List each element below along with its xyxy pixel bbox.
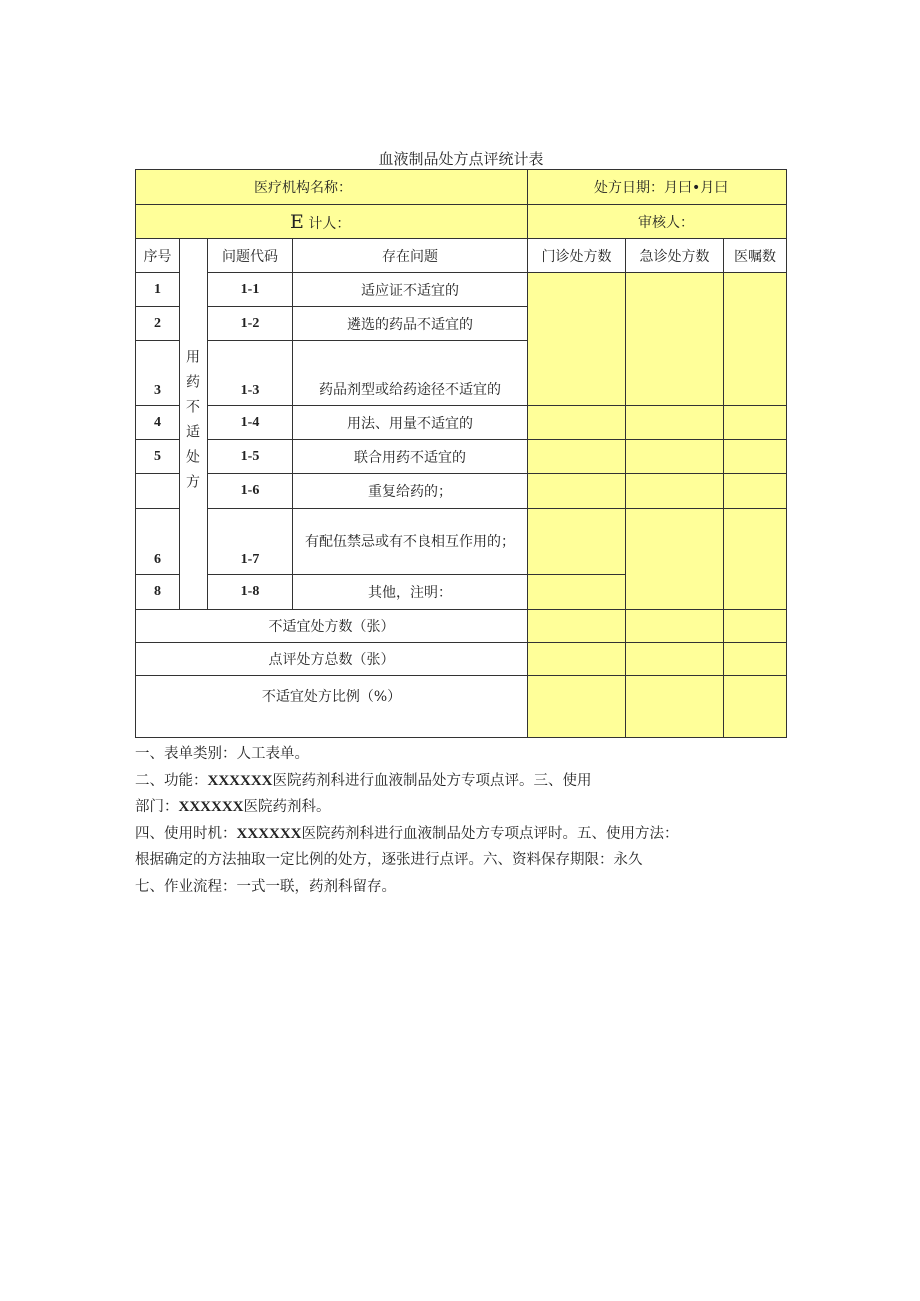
category-cell — [180, 239, 208, 610]
summary-row — [136, 643, 787, 676]
column-header-emergency: 急诊处方数 — [626, 239, 724, 273]
reviewer-cell[interactable] — [136, 205, 528, 239]
row-problem: 适应证不适宜的 — [293, 273, 528, 307]
row-code: 1-2 — [208, 307, 293, 341]
row-code: 1-6 — [208, 474, 293, 509]
table-row — [136, 273, 787, 307]
row-code: 1-5 — [208, 440, 293, 474]
auditor-cell[interactable] — [528, 205, 787, 239]
row-seq: 5 — [136, 440, 180, 474]
row-problem: 重复给药的； — [293, 474, 528, 509]
outpatient-total-cell[interactable] — [528, 676, 626, 738]
note-text: 医院药剂科。 — [243, 799, 331, 815]
form-notes — [135, 741, 785, 900]
table-row — [136, 474, 787, 509]
order-total-cell[interactable] — [724, 610, 787, 643]
column-header-problem: 存在问题 — [293, 239, 528, 273]
form-title: 血液制品处方点评统计表 — [378, 150, 544, 168]
row-code: 1-4 — [208, 406, 293, 440]
note-text: 部门： — [135, 799, 179, 815]
outpatient-count-cell[interactable] — [528, 509, 626, 575]
order-total-cell[interactable] — [724, 643, 787, 676]
row-code: 1-3 — [208, 341, 293, 406]
outpatient-count-cell[interactable] — [528, 575, 626, 610]
row-problem: 遴选的药品不适宜的 — [293, 307, 528, 341]
emergency-count-cell[interactable] — [626, 273, 724, 406]
row-seq: 1 — [136, 273, 180, 307]
table-row — [136, 406, 787, 440]
emergency-count-cell[interactable] — [626, 509, 724, 610]
column-header-order: 医嘱数 — [724, 239, 787, 273]
table-row — [136, 509, 787, 575]
outpatient-count-cell[interactable] — [528, 273, 626, 406]
column-header-code: 问题代码 — [208, 239, 293, 273]
note-line: 七、作业流程：一式一联，药剂科留存。 — [135, 878, 396, 895]
emergency-total-cell[interactable] — [626, 610, 724, 643]
order-count-cell[interactable] — [724, 440, 787, 474]
placeholder-hospital-code: XXXXXX — [207, 772, 273, 789]
order-count-cell[interactable] — [724, 509, 787, 610]
column-header-outpatient: 门诊处方数 — [528, 239, 626, 273]
row-problem: 有配伍禁忌或有不良相互作用的； — [293, 509, 528, 575]
reviewer-prefix: E — [290, 210, 304, 233]
row-problem: 用法、用量不适宜的 — [293, 406, 528, 440]
note-text: 医院药剂科进行血液制品处方专项点评。三、使用 — [272, 772, 592, 789]
prescription-date-label: 处方日期：月曰•月曰 — [594, 180, 729, 196]
reviewer-label: 计人： — [308, 215, 351, 232]
note-line: 一、表单类别：人工表单。 — [135, 746, 309, 762]
emergency-total-cell[interactable] — [626, 643, 724, 676]
table-row — [136, 440, 787, 474]
order-count-cell[interactable] — [724, 273, 787, 406]
row-problem: 联合用药不适宜的 — [293, 440, 528, 474]
order-total-cell[interactable] — [724, 676, 787, 738]
outpatient-total-cell[interactable] — [528, 610, 626, 643]
emergency-count-cell[interactable] — [626, 474, 724, 509]
note-line — [135, 821, 785, 848]
row-code: 1-8 — [208, 575, 293, 610]
emergency-count-cell[interactable] — [626, 440, 724, 474]
review-statistics-table — [135, 169, 787, 738]
order-count-cell[interactable] — [724, 474, 787, 509]
row-seq: 8 — [136, 575, 180, 610]
outpatient-count-cell[interactable] — [528, 406, 626, 440]
summary-row — [136, 676, 787, 738]
note-text: 二、功能： — [135, 772, 208, 789]
emergency-count-cell[interactable] — [626, 406, 724, 440]
note-line — [135, 794, 785, 821]
category-label: 用药不适处方 — [184, 349, 200, 499]
prescription-date-cell[interactable] — [528, 170, 787, 205]
row-seq: 2 — [136, 307, 180, 341]
auditor-label: 审核人： — [638, 214, 694, 231]
row-seq: 3 — [136, 341, 180, 406]
row-code: 1-1 — [208, 273, 293, 307]
placeholder-hospital-code: XXXXXX — [178, 799, 244, 815]
summary-label: 不适宜处方比例（%） — [136, 676, 528, 738]
row-seq: 4 — [136, 406, 180, 440]
row-problem: 药品剂型或给药途径不适宜的 — [293, 341, 528, 406]
note-line — [135, 768, 785, 795]
institution-name-cell[interactable] — [136, 170, 528, 205]
outpatient-total-cell[interactable] — [528, 643, 626, 676]
placeholder-hospital-code: XXXXXX — [236, 825, 302, 842]
note-text: 医院药剂科进行血液制品处方专项点评时。五、使用方法： — [301, 825, 679, 842]
institution-name-label: 医疗机构名称： — [254, 180, 352, 196]
row-problem: 其他，注明： — [293, 575, 528, 610]
row-code: 1-7 — [208, 509, 293, 575]
row-seq: 6 — [136, 509, 180, 575]
column-header-seq: 序号 — [136, 239, 180, 273]
emergency-total-cell[interactable] — [626, 676, 724, 738]
row-seq — [136, 474, 180, 509]
outpatient-count-cell[interactable] — [528, 474, 626, 509]
outpatient-count-cell[interactable] — [528, 440, 626, 474]
summary-label: 点评处方总数（张） — [136, 643, 528, 676]
note-line: 根据确定的方法抽取一定比例的处方，逐张进行点评。六、资料保存期限：永久 — [135, 852, 643, 868]
summary-label: 不适宜处方数（张） — [136, 610, 528, 643]
note-text: 四、使用时机： — [135, 825, 237, 842]
order-count-cell[interactable] — [724, 406, 787, 440]
summary-row — [136, 610, 787, 643]
